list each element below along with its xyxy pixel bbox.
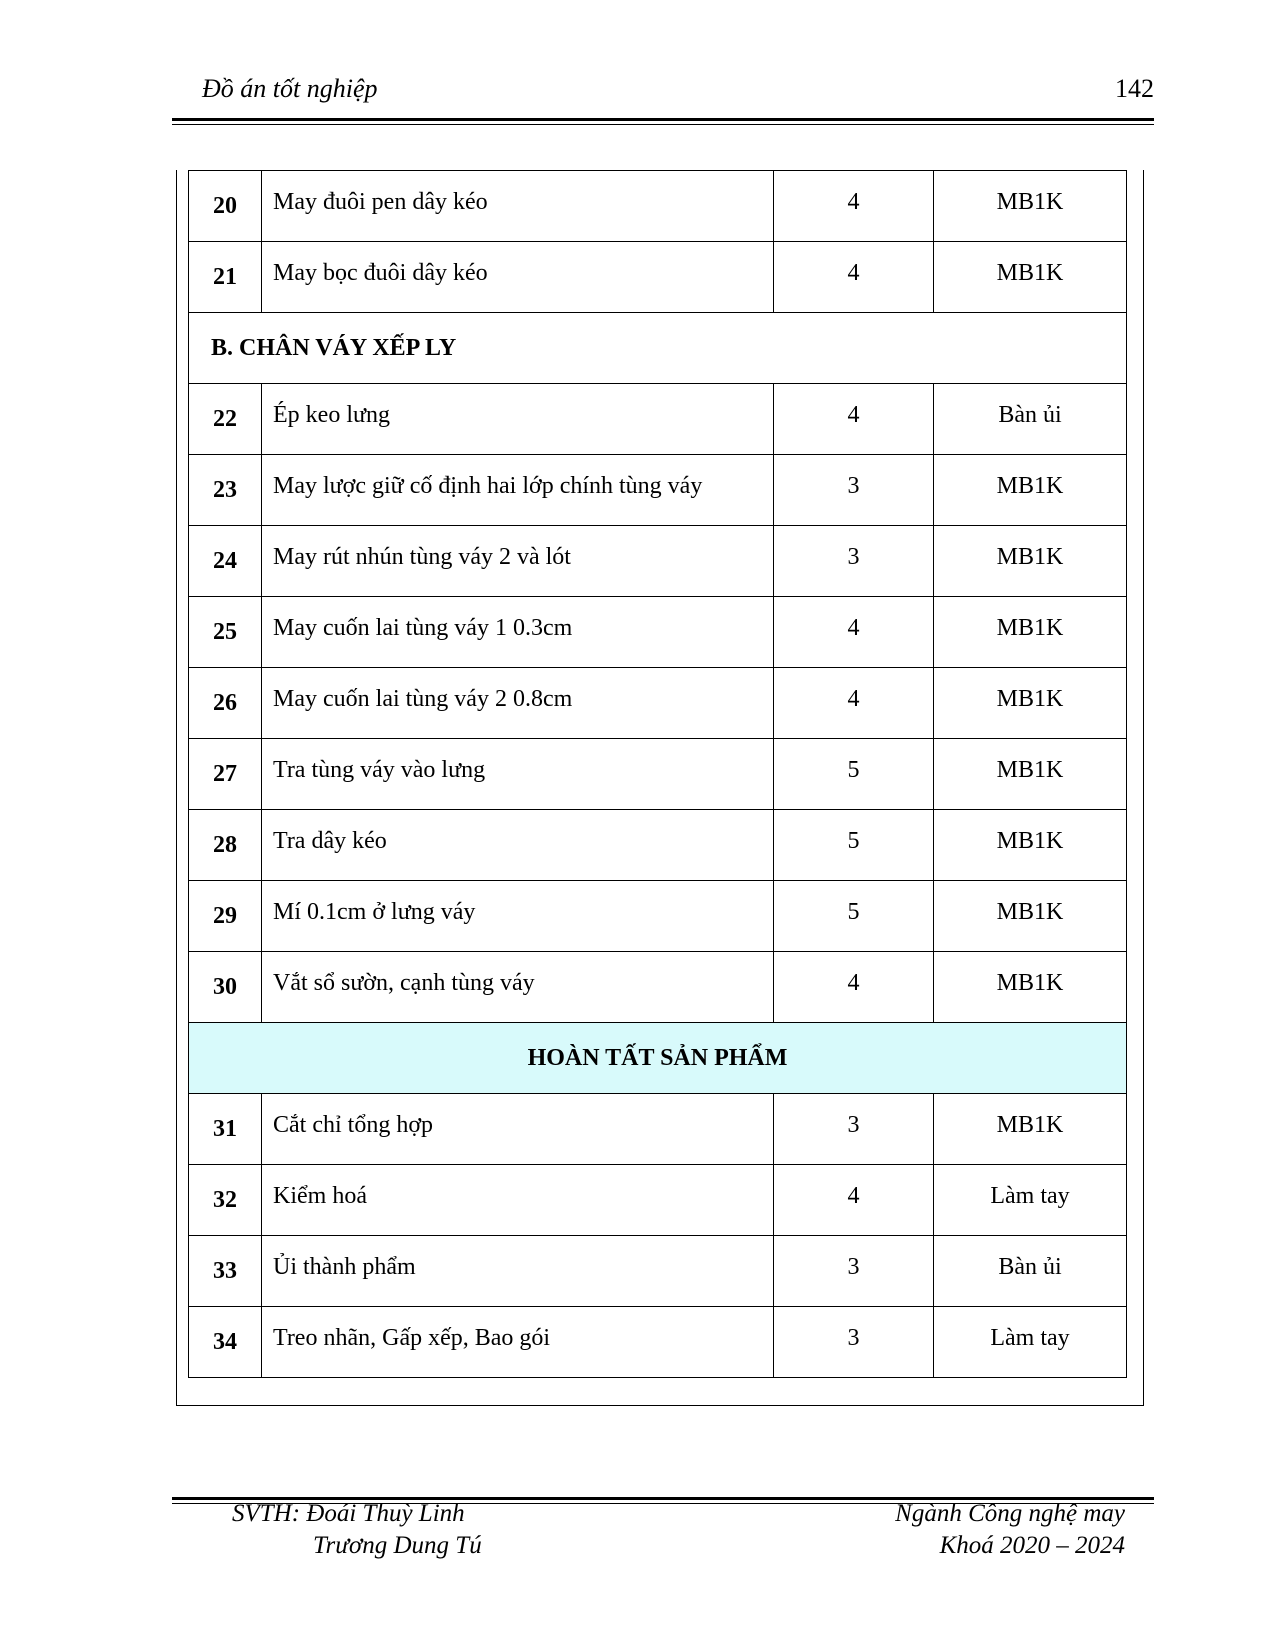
row-equipment: MB1K (996, 1111, 1064, 1138)
row-equipment-cell (934, 668, 1127, 739)
row-number-cell (189, 952, 262, 1023)
row-grade-cell (774, 810, 934, 881)
table-row (189, 526, 1127, 597)
row-equipment: MB1K (996, 543, 1064, 570)
row-operation-cell (262, 597, 774, 668)
row-number-cell (189, 384, 262, 455)
row-operation: Tra tùng váy vào lưng (273, 756, 486, 783)
table-row (189, 1236, 1127, 1307)
row-equipment: MB1K (996, 685, 1064, 712)
row-grade-cell (774, 1165, 934, 1236)
row-operation-cell (262, 952, 774, 1023)
row-number: 21 (213, 263, 237, 290)
row-operation: Ép keo lưng (273, 401, 390, 428)
row-operation-cell (262, 384, 774, 455)
table-row (189, 668, 1127, 739)
row-number: 24 (213, 547, 237, 574)
row-grade: 3 (847, 543, 860, 570)
row-equipment-cell (934, 526, 1127, 597)
row-grade-cell (774, 952, 934, 1023)
row-equipment: MB1K (996, 472, 1064, 499)
row-operation: Vắt sổ sườn, cạnh tùng váy (273, 969, 535, 996)
row-grade: 4 (847, 401, 860, 428)
row-operation: May cuốn lai tùng váy 2 0.8cm (273, 685, 573, 712)
row-equipment: Làm tay (990, 1324, 1070, 1351)
row-equipment-cell (934, 1094, 1127, 1165)
row-equipment-cell (934, 881, 1127, 952)
row-equipment-cell (934, 739, 1127, 810)
row-grade: 5 (847, 827, 860, 854)
row-number: 28 (213, 831, 237, 858)
section-b-heading: B. CHÂN VÁY XẾP LY (189, 313, 1127, 384)
table-row (189, 810, 1127, 881)
table-row (189, 1094, 1127, 1165)
row-number: 33 (213, 1257, 237, 1284)
row-number-cell (189, 455, 262, 526)
row-grade-cell (774, 668, 934, 739)
row-number-cell (189, 526, 262, 597)
operations-table (188, 170, 1127, 1378)
row-equipment-cell (934, 597, 1127, 668)
row-number: 20 (213, 192, 237, 219)
row-grade-cell (774, 1307, 934, 1378)
row-number: 30 (213, 973, 237, 1000)
header-rule-thick (172, 118, 1154, 121)
page-header (172, 74, 1154, 118)
row-equipment: MB1K (996, 188, 1064, 215)
row-grade-cell (774, 384, 934, 455)
row-operation-cell (262, 455, 774, 526)
row-operation: May đuôi pen dây kéo (273, 188, 488, 215)
row-operation: Treo nhãn, Gấp xếp, Bao gói (273, 1324, 551, 1351)
row-equipment: MB1K (996, 614, 1064, 641)
table-row (189, 1165, 1127, 1236)
row-equipment: MB1K (996, 756, 1064, 783)
row-equipment: MB1K (996, 898, 1064, 925)
row-number-cell (189, 1236, 262, 1307)
row-grade: 4 (847, 614, 860, 641)
section-finish-heading-row (189, 1023, 1127, 1094)
row-equipment: Làm tay (990, 1182, 1070, 1209)
row-grade-cell (774, 526, 934, 597)
row-equipment: MB1K (996, 259, 1064, 286)
row-operation-cell (262, 526, 774, 597)
row-grade: 5 (847, 898, 860, 925)
row-number: 27 (213, 760, 237, 787)
row-grade: 4 (847, 969, 860, 996)
row-number: 22 (213, 405, 237, 432)
table-row (189, 455, 1127, 526)
row-operation: Cắt chỉ tổng hợp (273, 1111, 434, 1138)
footer-major: Ngành Công nghệ may (895, 1500, 1125, 1527)
row-number-cell (189, 881, 262, 952)
row-operation-cell (262, 1307, 774, 1378)
row-operation-cell (262, 668, 774, 739)
row-number-cell (189, 1094, 262, 1165)
row-operation: Tra dây kéo (273, 827, 387, 854)
row-number-cell (189, 242, 262, 313)
table-row (189, 739, 1127, 810)
row-operation-cell (262, 171, 774, 242)
row-operation: Mí 0.1cm ở lưng váy (273, 898, 476, 925)
row-operation: May lược giữ cố định hai lớp chính tùng váy (273, 472, 703, 499)
row-equipment-cell (934, 1307, 1127, 1378)
footer-student-line2: Trương Dung Tú (313, 1532, 482, 1559)
row-operation-cell (262, 1165, 774, 1236)
row-number-cell (189, 739, 262, 810)
row-equipment-cell (934, 1165, 1127, 1236)
row-number-cell (189, 810, 262, 881)
row-number-cell (189, 1165, 262, 1236)
row-number: 23 (213, 476, 237, 503)
row-operation-cell (262, 242, 774, 313)
row-operation: Kiểm hoá (273, 1182, 367, 1209)
table-row (189, 242, 1127, 313)
row-grade: 3 (847, 1253, 860, 1280)
row-grade-cell (774, 739, 934, 810)
row-number-cell (189, 171, 262, 242)
section-finish-heading: HOÀN TẤT SẢN PHẨM (189, 1023, 1127, 1094)
row-operation-cell (262, 1236, 774, 1307)
row-equipment: Bàn ủi (998, 1253, 1062, 1280)
row-number-cell (189, 668, 262, 739)
row-grade: 4 (847, 1182, 860, 1209)
row-equipment-cell (934, 1236, 1127, 1307)
operations-table-body (189, 171, 1127, 1378)
row-grade: 4 (847, 259, 860, 286)
row-equipment: MB1K (996, 827, 1064, 854)
table-row (189, 597, 1127, 668)
row-grade-cell (774, 1236, 934, 1307)
row-grade: 4 (847, 685, 860, 712)
row-number-cell (189, 597, 262, 668)
document-title: Đồ án tốt nghiệp (202, 74, 378, 103)
row-grade-cell (774, 597, 934, 668)
row-grade-cell (774, 242, 934, 313)
row-equipment: Bàn ủi (998, 401, 1062, 428)
row-operation: May cuốn lai tùng váy 1 0.3cm (273, 614, 573, 641)
row-operation-cell (262, 739, 774, 810)
row-number: 31 (213, 1115, 237, 1142)
footer-student-line1: SVTH: Đoái Thuỳ Linh (232, 1500, 465, 1527)
table-row (189, 1307, 1127, 1378)
footer-course: Khoá 2020 – 2024 (939, 1532, 1125, 1559)
row-operation: Ủi thành phẩm (273, 1253, 416, 1280)
row-operation-cell (262, 881, 774, 952)
row-operation-cell (262, 1094, 774, 1165)
row-number: 29 (213, 902, 237, 929)
row-equipment-cell (934, 952, 1127, 1023)
row-grade-cell (774, 171, 934, 242)
row-equipment-cell (934, 455, 1127, 526)
row-grade-cell (774, 455, 934, 526)
row-equipment-cell (934, 171, 1127, 242)
row-operation-cell (262, 810, 774, 881)
row-grade: 5 (847, 756, 860, 783)
row-equipment-cell (934, 242, 1127, 313)
row-number: 26 (213, 689, 237, 716)
row-grade: 3 (847, 1111, 860, 1138)
page-number: 142 (1115, 74, 1154, 103)
row-operation: May bọc đuôi dây kéo (273, 259, 488, 286)
row-grade-cell (774, 881, 934, 952)
row-number-cell (189, 1307, 262, 1378)
table-row (189, 952, 1127, 1023)
header-rule-thin (172, 124, 1154, 125)
section-b-heading-row (189, 313, 1127, 384)
row-grade: 3 (847, 472, 860, 499)
row-equipment-cell (934, 810, 1127, 881)
row-grade-cell (774, 1094, 934, 1165)
row-equipment: MB1K (996, 969, 1064, 996)
row-number: 32 (213, 1186, 237, 1213)
row-number: 34 (213, 1328, 237, 1355)
table-row (189, 881, 1127, 952)
table-row (189, 384, 1127, 455)
row-grade: 4 (847, 188, 860, 215)
row-equipment-cell (934, 384, 1127, 455)
table-row (189, 171, 1127, 242)
row-grade: 3 (847, 1324, 860, 1351)
row-operation: May rút nhún tùng váy 2 và lót (273, 543, 571, 570)
row-number: 25 (213, 618, 237, 645)
